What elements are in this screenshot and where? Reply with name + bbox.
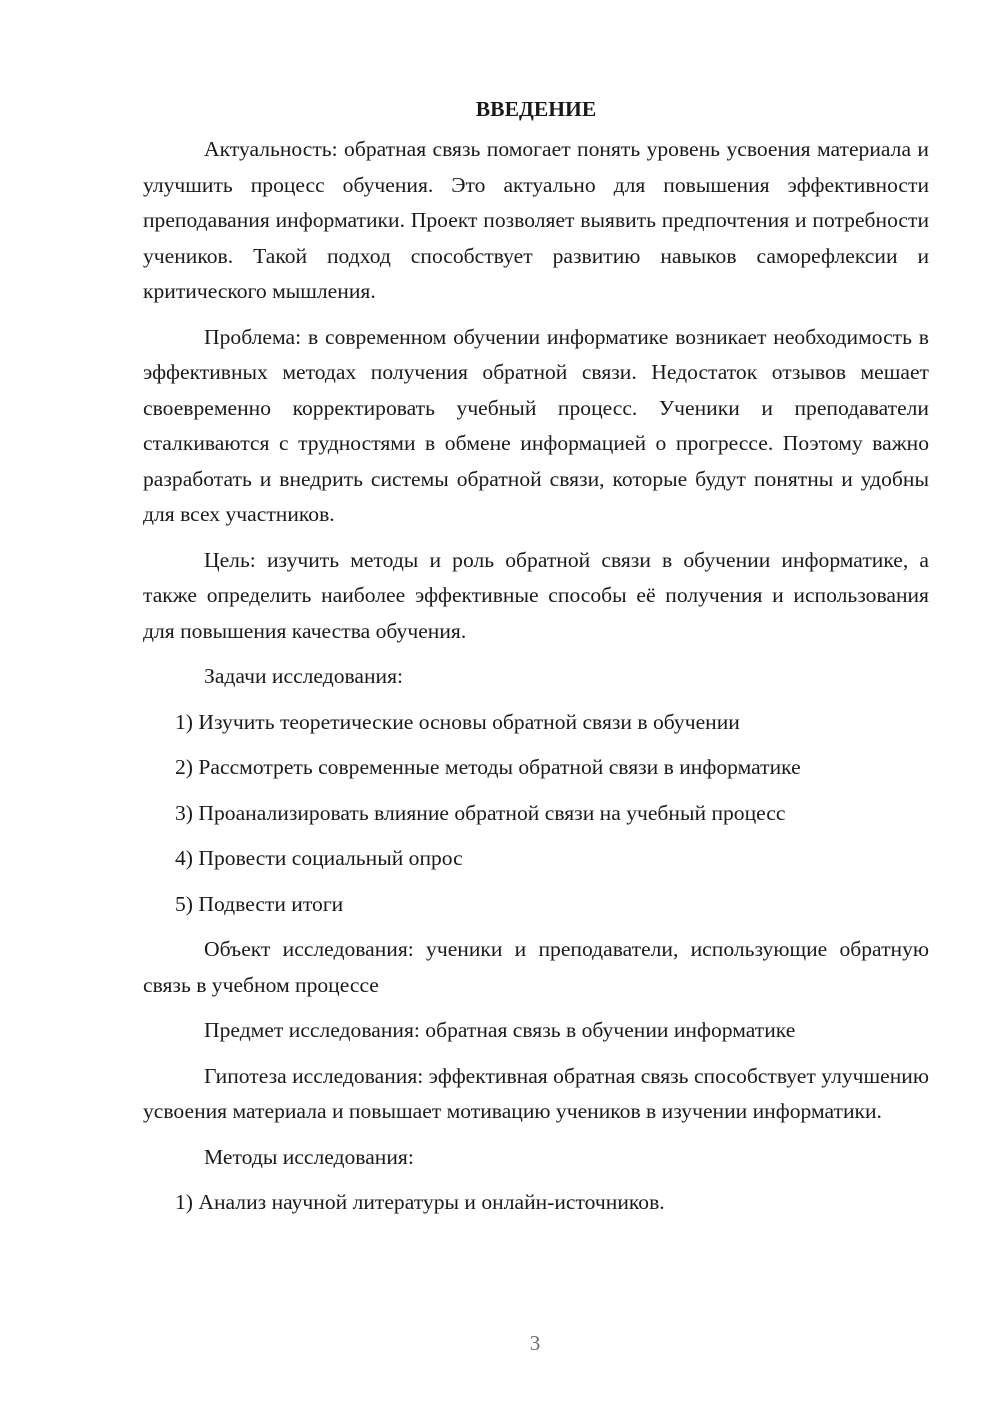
object-paragraph: Объект исследования: ученики и преподаватели, использующие обратную связь в учебном процессе (143, 937, 929, 997)
page-number: 3 (529, 1331, 541, 1355)
relevance-paragraph: Актуальность: обратная связь помогает понять уровень усвоения материала и улучшить процесс обучения. Это актуально для повышения эффективности преподавания информатики. Проект позволяет выявить предпочтения и потребности учеников. Такой подход способствует развитию навыков саморефлексии и критического мышления. (143, 137, 929, 303)
task-item: 5) Подвести итоги (175, 891, 344, 916)
tasks-label: Задачи исследования: (204, 664, 404, 688)
task-item: 2) Рассмотреть современные методы обратной связи в информатике (175, 755, 801, 779)
goal-paragraph: Цель: изучить методы и роль обратной связи в обучении информатике, а также определить наиболее эффективные способы её получения и использования для повышения качества обучения. (143, 547, 929, 643)
page-title: ВВЕДЕНИЕ (475, 97, 597, 121)
task-item: 1) Изучить теоретические основы обратной связи в обучении (175, 709, 740, 734)
methods-label: Методы исследования: (204, 1144, 414, 1169)
method-item: 1) Анализ научной литературы и онлайн-источников. (175, 1190, 665, 1214)
subject-paragraph: Предмет исследования: обратная связь в обучении информатике (204, 1018, 796, 1042)
document-page (143, 92, 929, 1231)
task-item: 3) Проанализировать влияние обратной связи на учебный процесс (175, 800, 786, 825)
problem-paragraph: Проблема: в современном обучении информатике возникает необходимость в эффективных методах получения обратной связи. Недостаток отзывов мешает своевременно корректировать учебный процесс. Ученики и преподаватели сталкиваются с трудностями в обмене информацией о прогрессе. Поэтому важно разработать и внедрить системы обратной связи, которые будут понятны и удобны для всех участников. (143, 324, 929, 526)
task-item: 4) Провести социальный опрос (175, 846, 463, 870)
hypothesis-paragraph: Гипотеза исследования: эффективная обратная связь способствует улучшению усвоения материала и повышает мотивацию учеников в изучении информатики. (143, 1063, 929, 1123)
